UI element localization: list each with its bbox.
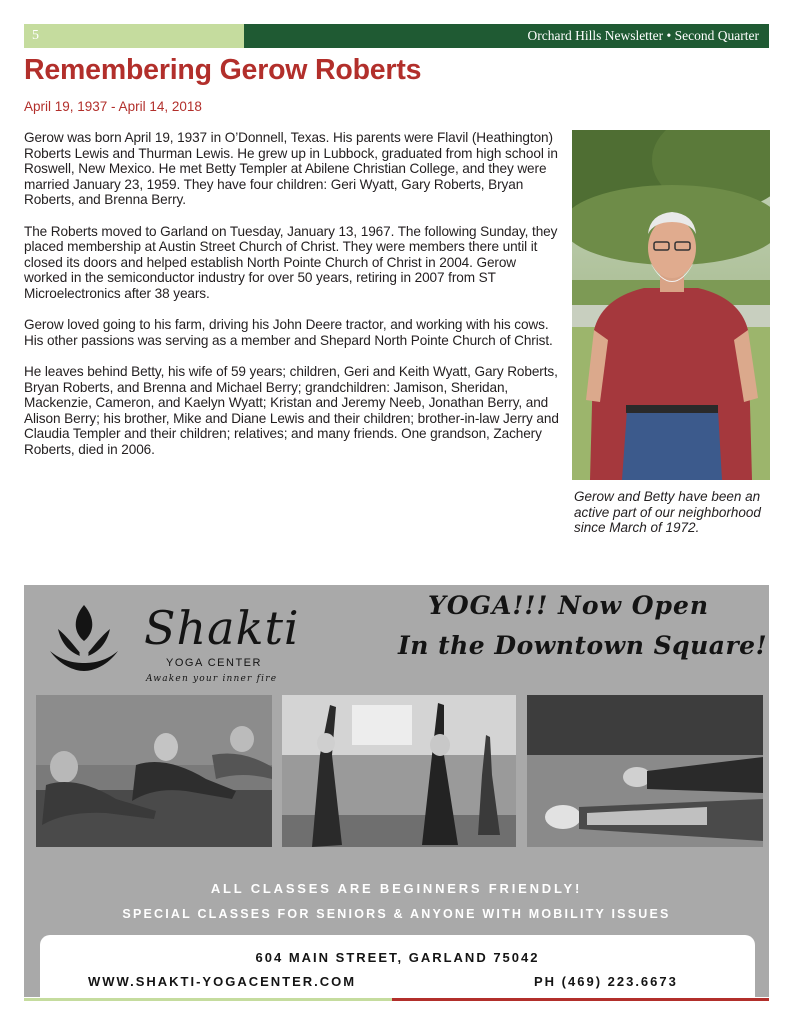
page-number: 5 [24,24,244,48]
article-paragraph: Gerow was born April 19, 1937 in O’Donnell, Texas. His parents were Flavil (Heathington) Roberts Lewis and Thurman Lewis. He grew up in Lubbock, graduated from high school in Roswell, New Mexico. He met Betty Templer at Abilene Christian College, and they were married January 23, 1959. They have four children: Geri Wyatt, Gary Roberts, Bryan Roberts, and Brenna Berry. [24,130,558,208]
ad-website-link[interactable]: WWW.SHAKTI-YOGACENTER.COM [88,974,357,989]
ad-headline-1: YOGA!!! Now Open [428,591,710,620]
ad-phone-number: PH (469) 223.6673 [534,974,678,989]
ad-address: 604 MAIN STREET, GARLAND 75042 [255,950,540,965]
ad-contact-panel [40,935,755,997]
ad-beginners-text: ALL CLASSES ARE BEGINNERS FRIENDLY! [210,881,583,896]
article-paragraph: The Roberts moved to Garland on Tuesday, January 13, 1967. The following Sunday, they placed membership at Austin Street Church of Christ. They were members there until it closed its doors and helped establish North Pointe Church of Christ in 2004. Gerow worked in the semiconductor industry for over 50 years, retiring in 2007 from ST Microelectronics after 38 years. [24,223,558,301]
footer-bar-green [24,998,392,1001]
logo-tagline: Awaken your inner fire [146,674,278,684]
yoga-advertisement [24,585,769,997]
article-dates: April 19, 1937 - April 14, 2018 [24,99,202,114]
footer-bar-red [392,998,769,1001]
newsletter-title: Orchard Hills Newsletter • Second Quarter [244,24,769,48]
photo-caption: Gerow and Betty have been an active part of our neighborhood since March of 1972. [574,489,761,536]
ad-headline-2: In the Downtown Square! [398,631,768,660]
logo-name: Shakti [144,601,300,655]
logo-subtitle: YOGA CENTER [166,657,262,669]
article-paragraph: Gerow loved going to his farm, driving his John Deere tractor, and working with his cows. His other passions was serving as a member and Shepard North Pointe Church of Christ. [24,317,553,348]
lotus-flame-icon [44,599,124,679]
page-header [24,24,769,48]
yoga-photo-1-illustration [36,695,272,847]
article-body [24,130,560,473]
portrait-photo-illustration [572,130,770,480]
yoga-class-photo-2 [282,695,516,847]
yoga-photo-2-illustration [282,695,516,847]
ad-seniors-text: SPECIAL CLASSES FOR SENIORS & ANYONE WITH MOBILITY ISSUES [122,907,671,921]
portrait-photo [572,130,770,480]
article-paragraph: He leaves behind Betty, his wife of 59 years; children, Geri and Keith Wyatt, Gary Roberts, Bryan Roberts, and Brenna and Michael Berry; grandchildren: Jamison, Sheridan, Mackenzie, Cameron, and Kaelyn Wyatt; Kristan and Jeremy Neeb, Jonathan Berry, and Alison Berry; his brother, Mike and Diane Lewis and their children; brother-in-law Jerry and Claudia Templer and their children; relatives; and many friends. One grandson, Zachery Roberts, died in 2006. [24,363,559,457]
yoga-photo-3-illustration [527,695,763,847]
yoga-class-photo-1 [36,695,272,847]
shakti-logo [44,595,324,685]
yoga-class-photo-3 [527,695,763,847]
article-title: Remembering Gerow Roberts [24,54,422,86]
